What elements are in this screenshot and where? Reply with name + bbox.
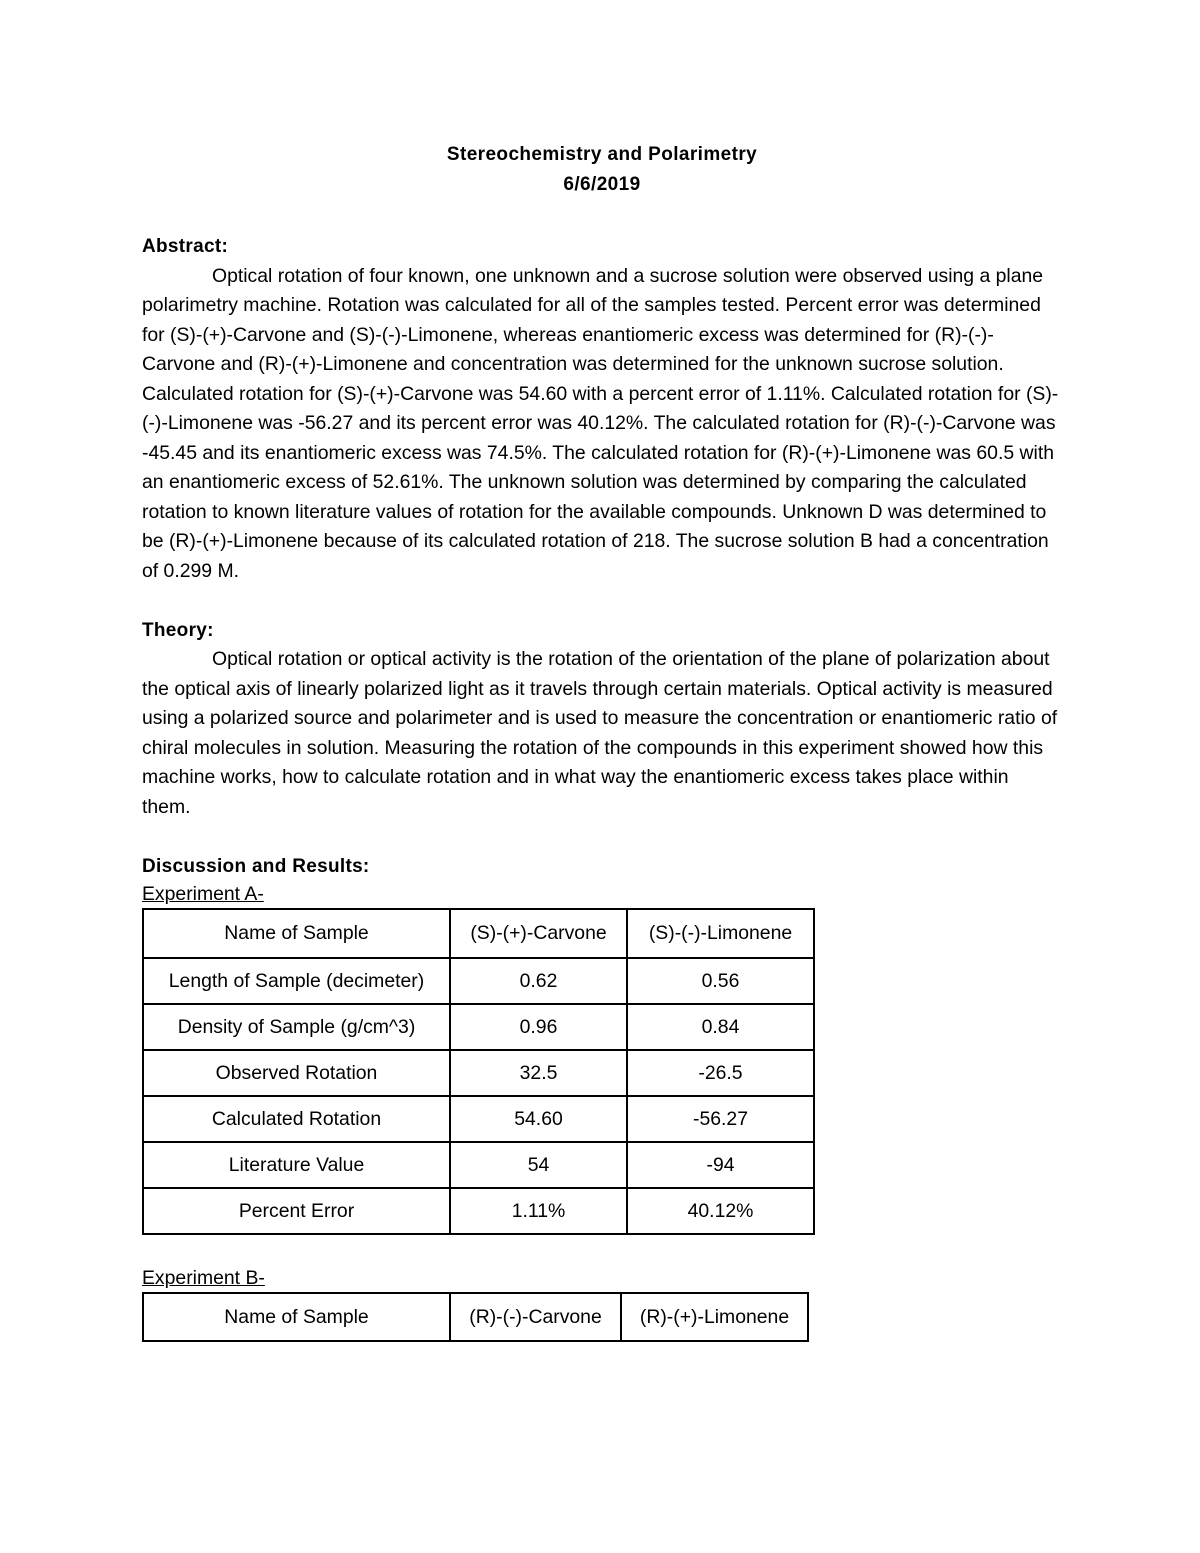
table-cell: Percent Error [143,1188,450,1234]
table-cell: 32.5 [450,1050,627,1096]
abstract-heading: Abstract: [142,236,229,257]
table-row [143,958,814,1004]
table-cell: Name of Sample [143,1293,450,1341]
experiment-b-table [142,1292,809,1342]
table-cell: Literature Value [143,1142,450,1188]
table-cell: -26.5 [627,1050,814,1096]
table-cell: (R)-(-)-Carvone [450,1293,621,1341]
theory-paragraph: Optical rotation or optical activity is the rotation of the orientation of the plane of polarization about the optical axis of linearly polarized light as it travels through certain materials. Optical activity is measured using a polarized source and polarimeter and is used to measure the concentration or enantiomeric ratio of chiral molecules in solution. Measuring the rotation of the compounds in this experiment showed how this machine works, how to calculate rotation and in what way the enantiomeric excess takes place within them. [142,648,1058,818]
table-cell: 54.60 [450,1096,627,1142]
document-title: Stereochemistry and Polarimetry [446,144,758,165]
table-row [143,1188,814,1234]
table-cell: Length of Sample (decimeter) [143,958,450,1004]
table-row [143,909,814,958]
abstract-paragraph: Optical rotation of four known, one unknown and a sucrose solution were observed using a plane polarimetry machine. Rotation was calculated for all of the samples tested. Percent error was determined for (S)-(+)-Carvone and (S)-(-)-Limonene, whereas enantiomeric excess was determined for (R)-(-)-Carvone and (R)-(+)-Limonene and concentration was determined for the unknown sucrose solution. Calculated rotation for (S)-(+)-Carvone was 54.60 with a percent error of 1.11%. Calculated rotation for (S)-(-)-Limonene was -56.27 and its percent error was 40.12%. The calculated rotation for (R)-(-)-Carvone was -45.45 and its enantiomeric excess was 74.5%. The calculated rotation for (R)-(+)-Limonene was 60.5 with an enantiomeric excess of 52.61%. The unknown solution was determined by comparing the calculated rotation to known literature values of rotation for the available compounds. Unknown D was determined to be (R)-(+)-Limonene because of its calculated rotation of 218. The sucrose solution B had a concentration of 0.299 M. [142,264,1059,582]
experiment-a-table [142,908,815,1235]
table-cell: 40.12% [627,1188,814,1234]
table-cell: 1.11% [450,1188,627,1234]
table-cell: 0.96 [450,1004,627,1050]
table-cell: -94 [627,1142,814,1188]
table-cell: -56.27 [627,1096,814,1142]
table-cell: (R)-(+)-Limonene [621,1293,808,1341]
document-date: 6/6/2019 [563,174,641,195]
table-row [143,1293,808,1341]
table-cell: 0.62 [450,958,627,1004]
table-cell: (S)-(+)-Carvone [450,909,627,958]
table-cell: Name of Sample [143,909,450,958]
table-row [143,1004,814,1050]
experiment-b-label: Experiment B- [142,1267,265,1289]
table-cell: (S)-(-)-Limonene [627,909,814,958]
table-cell: Observed Rotation [143,1050,450,1096]
table-cell: Calculated Rotation [143,1096,450,1142]
table-cell: Density of Sample (g/cm^3) [143,1004,450,1050]
experiment-a-label: Experiment A- [142,883,264,905]
table-cell: 0.56 [627,958,814,1004]
table-cell: 54 [450,1142,627,1188]
table-row [143,1142,814,1188]
table-cell: 0.84 [627,1004,814,1050]
table-row [143,1050,814,1096]
table-row [143,1096,814,1142]
discussion-heading: Discussion and Results: [142,855,370,877]
document-page [142,140,1062,1342]
theory-heading: Theory: [142,619,214,641]
